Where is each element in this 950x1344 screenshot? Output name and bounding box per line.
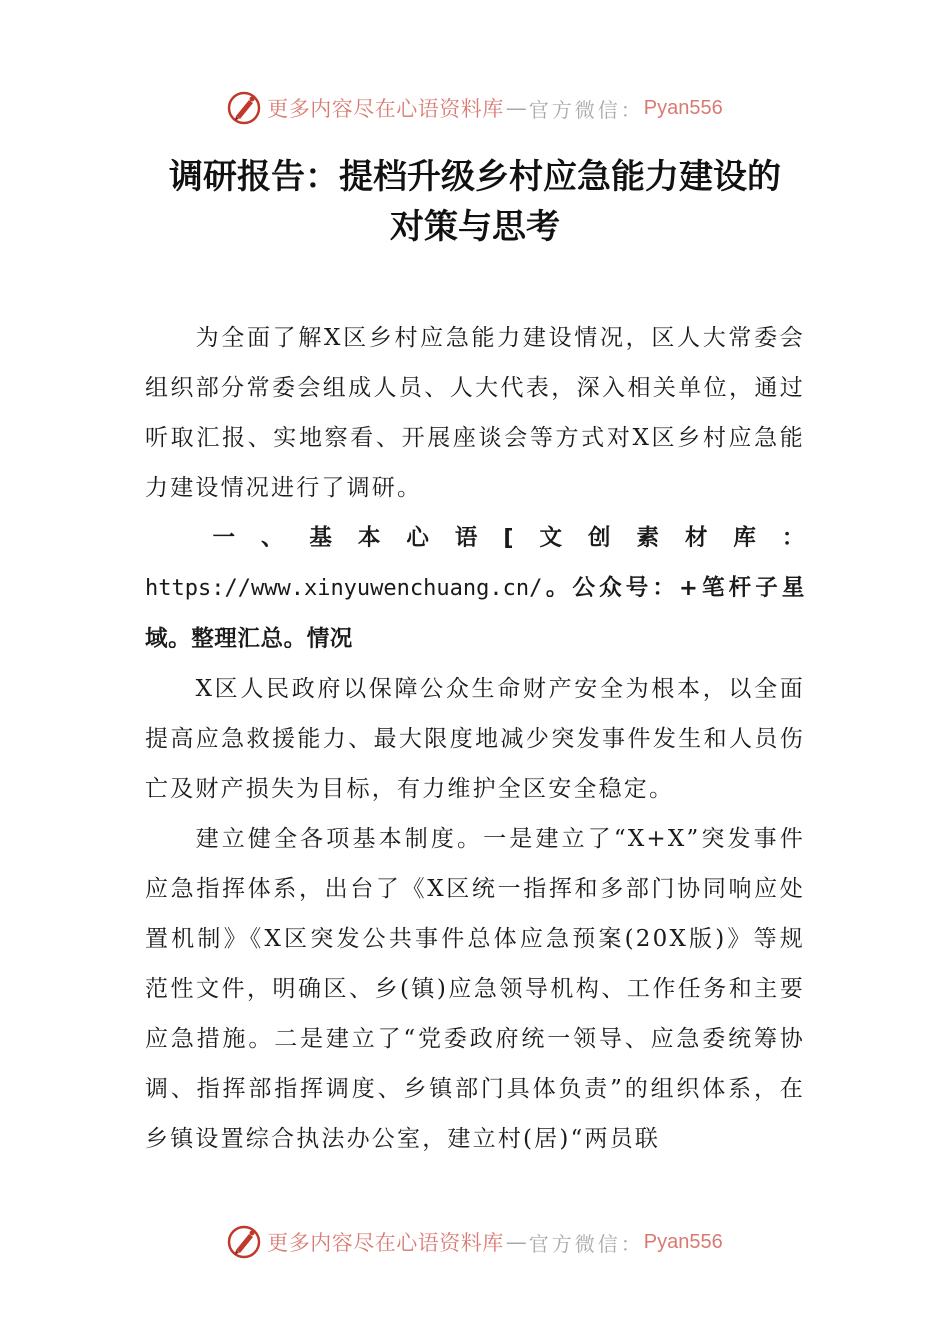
banner-wechat-id: Pyan556 — [643, 96, 723, 119]
banner-text: 更多内容尽在心语资料库 — [267, 1231, 504, 1255]
document-body — [145, 313, 805, 1164]
pen-logo-icon — [227, 91, 261, 125]
document-title — [140, 152, 810, 252]
paragraph-government: X区人民政府以保障公众生命财产安全为根本，以全面提高应急救援能力、最大限度地减少突发事件发生和人员伤亡及财产损失为目标，有力维护全区安全稳定。 — [145, 676, 805, 802]
paragraph-intro: 为全面了解X区乡村应急能力建设情况，区人大常委会组织部分常委会组成人员、人大代表，深入相关单位，通过听取汇报、实地察看、开展座谈会等方式对X区乡村应急能力建设情况进行了调研。 — [145, 325, 805, 501]
heading-part-b: 。公众号：+笔杆子星域。整理汇总。情况 — [145, 575, 805, 652]
section-heading — [145, 513, 805, 664]
banner-wechat-label: 官方微信： — [528, 1231, 644, 1256]
heading-url-1: https:// — [145, 576, 251, 601]
pen-logo-icon — [227, 1225, 261, 1259]
top-banner — [0, 88, 950, 128]
banner-dash: — — [505, 1230, 527, 1254]
paragraph-systems: 建立健全各项基本制度。一是建立了“X+X”突发事件应急指挥体系，出台了《X区统一指挥和多部门协同响应处置机制》《X区突发公共事件总体应急预案(20X版)》等规范性文件，明确区、乡(镇)应急领导机构、工作任务和主要应急措施。二是建立了“党委政府统一领导、应急委统筹协调、指挥部指挥调度、乡镇部门具体负责”的组织体系，在乡镇设置综合执法办公室，建立村(居)“两员联 — [145, 826, 805, 1152]
title-line-2: 对策与思考 — [390, 207, 560, 247]
banner-wechat-id: Pyan556 — [643, 1230, 723, 1253]
heading-part-a: 一、基本心语[文创素材库： — [212, 525, 805, 551]
banner-wechat-label: 官方微信： — [528, 97, 644, 122]
banner-dash: — — [505, 96, 527, 120]
title-line-1: 调研报告：提档升级乡村应急能力建设的 — [169, 157, 781, 197]
heading-url-2: www.xinyuwenchuang.cn/ — [250, 576, 543, 601]
bottom-banner — [0, 1222, 950, 1262]
banner-text: 更多内容尽在心语资料库 — [267, 97, 504, 121]
